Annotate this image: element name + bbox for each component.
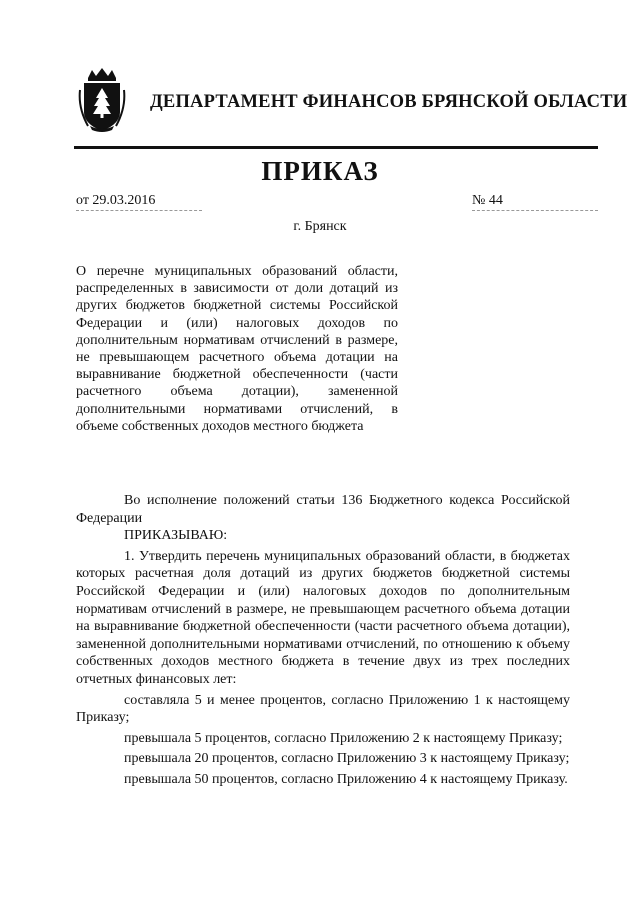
bryansk-coat-of-arms-icon	[78, 68, 126, 134]
header-divider	[74, 146, 598, 149]
preamble-paragraph: Во исполнение положений статьи 136 Бюджетного кодекса Российской Федерации	[76, 493, 570, 526]
document-number: № 44	[472, 193, 598, 211]
document-type-title: ПРИКАЗ	[261, 156, 379, 186]
document-subject: О перечне муниципальных образований области, распределенных в зависимости от доли дотаций из других бюджетов бюджетной системы Российской Федерации и (или) налоговых доходов по дополнительным нормативам отчислений в размере, не превышающем расчетного объема дотации на выравнивание бюджетной обеспеченности (части расчетного объема дотации), замененной дополнительными нормативами отчислений, в объеме собственных доходов местного бюджета	[76, 264, 398, 434]
document-date: от 29.03.2016	[76, 193, 202, 211]
order-word: ПРИКАЗЫВАЮ:	[124, 528, 228, 544]
document-city: г. Брянск	[293, 219, 347, 234]
subitem: превышала 50 процентов, согласно Приложению 4 к настоящему Приказу.	[124, 771, 568, 787]
order-item-1: 1. Утвердить перечень муниципальных образований области, в бюджетах которых расчетная доля дотаций из других бюджетов бюджетной системы Российской Федерации и (или) налоговых доходов по дополнительным нормативам отчислений в размере, не превышающем расчетного объема дотации на выравнивание бюджетной обеспеченности (части расчетного объема дотации), замененной дополнительными нормативами отчислений, по отношению к объему собственных доходов местного бюджета в течение двух из трех последних отчетных финансовых лет:	[76, 548, 570, 687]
document-body	[76, 492, 570, 789]
subitem: составляла 5 и менее процентов, согласно Приложению 1 к настоящему Приказу;	[76, 692, 570, 726]
subitem: превышала 5 процентов, согласно Приложению 2 к настоящему Приказу;	[124, 730, 563, 746]
department-name: ДЕПАРТАМЕНТ ФИНАНСОВ БРЯНСКОЙ ОБЛАСТИ	[150, 92, 628, 112]
subitem: превышала 20 процентов, согласно Приложению 3 к настоящему Приказу;	[124, 751, 570, 767]
